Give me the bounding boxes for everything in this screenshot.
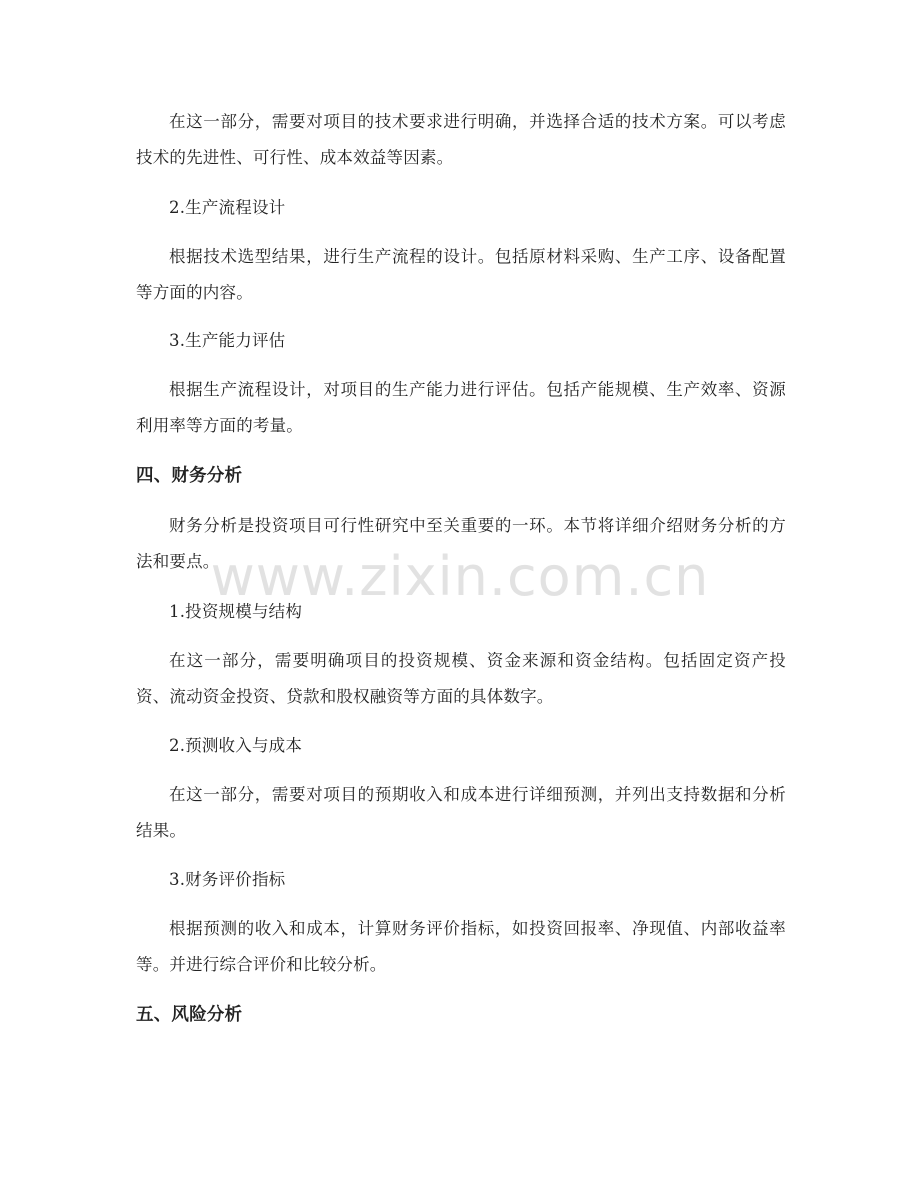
item-investment-scale: 1.投资规模与结构 bbox=[169, 602, 303, 621]
paragraph-tech-requirements: 在这一部分，需要对项目的技术要求进行明确，并选择合适的技术方案。可以考虑技术的先进性、可行性、成本效益等因素。 bbox=[136, 112, 786, 167]
paragraph-revenue-cost-forecast: 在这一部分，需要对项目的预期收入和成本进行详细预测，并列出支持数据和分析结果。 bbox=[136, 785, 786, 840]
item-revenue-cost-forecast: 2.预测收入与成本 bbox=[169, 736, 303, 755]
paragraph-production-flow: 根据技术选型结果，进行生产流程的设计。包括原材料采购、生产工序、设备配置等方面的内容。 bbox=[136, 247, 786, 302]
section-heading-finance: 四、财务分析 bbox=[136, 466, 243, 486]
watermark-text: www.zixin.com.cn bbox=[210, 545, 710, 608]
paragraph-capacity-assessment: 根据生产流程设计，对项目的生产能力进行评估。包括产能规模、生产效率、资源利用率等方面的考量。 bbox=[136, 380, 786, 435]
item-capacity-assessment: 3.生产能力评估 bbox=[169, 331, 286, 350]
item-production-flow: 2.生产流程设计 bbox=[169, 198, 286, 217]
section-heading-risk: 五、风险分析 bbox=[136, 1005, 243, 1025]
item-financial-indicators: 3.财务评价指标 bbox=[169, 870, 286, 889]
paragraph-finance-intro: 财务分析是投资项目可行性研究中至关重要的一环。本节将详细介绍财务分析的方法和要点。 bbox=[136, 516, 786, 571]
paragraph-investment-scale: 在这一部分，需要明确项目的投资规模、资金来源和资金结构。包括固定资产投资、流动资金投资、贷款和股权融资等方面的具体数字。 bbox=[136, 651, 786, 706]
paragraph-financial-indicators: 根据预测的收入和成本，计算财务评价指标，如投资回报率、净现值、内部收益率等。并进行综合评价和比较分析。 bbox=[136, 919, 786, 974]
